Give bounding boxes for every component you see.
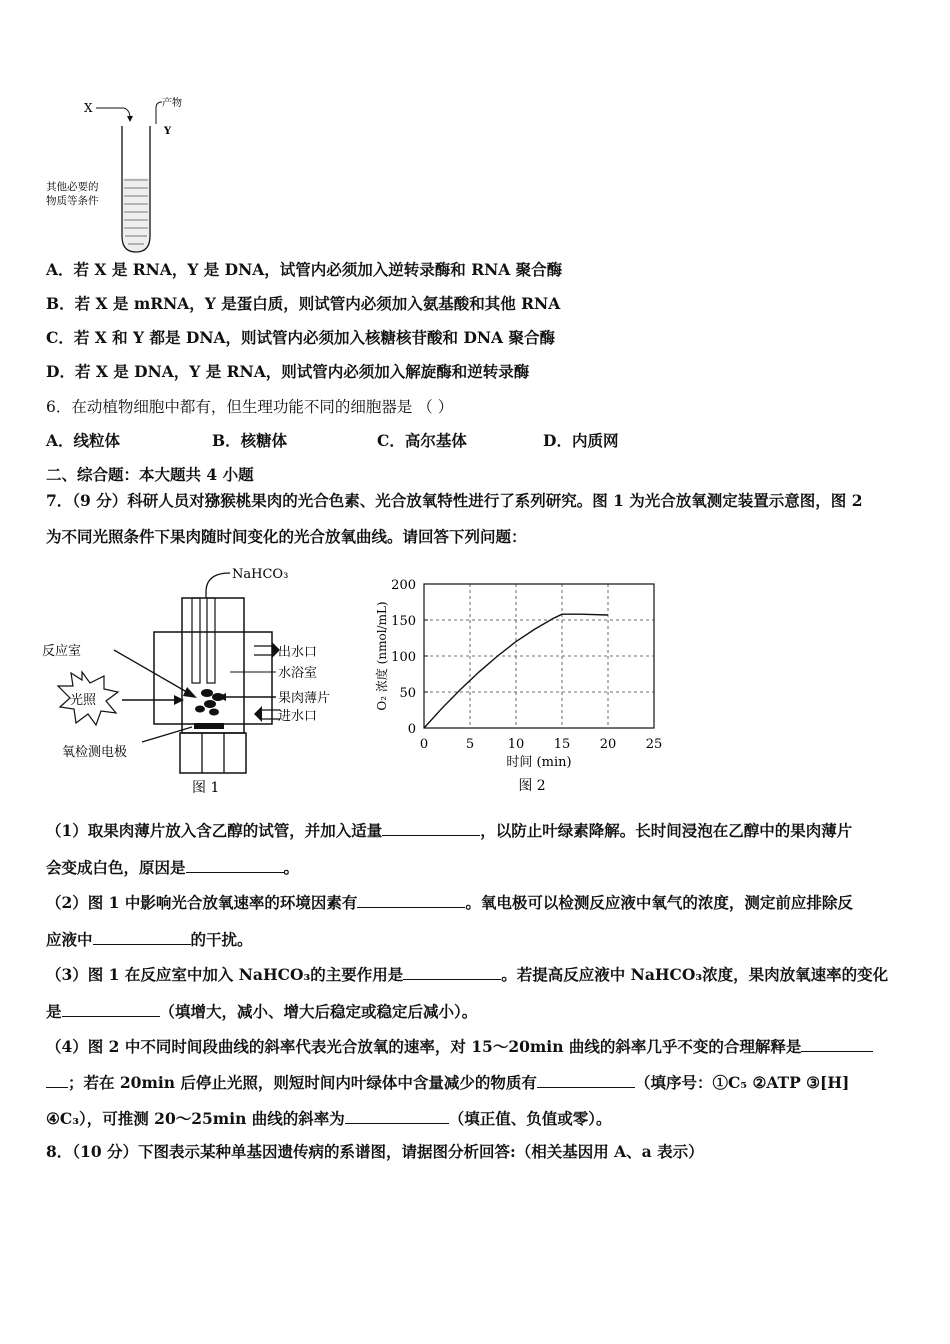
label-water-bath: 水浴室 xyxy=(278,666,318,681)
q7-part1-text-b: ，以防止叶绿素降解。长时间浸泡在乙醇中的果肉薄片 xyxy=(480,821,853,840)
q7-part3-line2 xyxy=(46,1000,477,1023)
figure-2-chart xyxy=(360,568,680,800)
y-tick-label: 150 xyxy=(391,614,416,629)
q6-stem: 6．在动植物细胞中都有，但生理功能不同的细胞器是 （ ） xyxy=(46,398,454,416)
y-tick-label: 200 xyxy=(391,578,416,593)
q7-part3-text-a: （3）图 1 在反应室中加入 NaHCO₃的主要作用是 xyxy=(46,965,404,984)
x-tick-label: 15 xyxy=(553,737,571,752)
q7-part4-text-a: （4）图 2 中不同时间段曲线的斜率代表光合放氧的速率，对 15～20min 曲线的斜率几乎不变的合理解释是 xyxy=(46,1037,802,1056)
oxygen-electrode xyxy=(194,723,224,729)
test-tube-figure xyxy=(44,96,184,256)
q6-option-b: B．核糖体 xyxy=(212,431,288,450)
q7-part2-text-c: 应液中 xyxy=(46,930,93,949)
q6-option-d: D．内质网 xyxy=(543,431,619,450)
figure-2-caption: 图 2 xyxy=(518,778,546,794)
q7-part3-text-d: （填增大，减小、增大后稳定或稳定后减小）。 xyxy=(159,1002,478,1021)
q7-part4-text-c: （填序号：①C₅ ②ATP ③[H] xyxy=(634,1073,850,1092)
q7-stem-line1: 7．（9 分）科研人员对猕猴桃果肉的光合色素、光合放氧特性进行了系列研究。图 1 为光合放氧测定装置示意图，图 2 xyxy=(46,491,863,510)
blank-9[interactable] xyxy=(345,1107,449,1124)
inlet-arrow-icon xyxy=(254,706,262,722)
section-heading: 二、综合题：本大题共 4 小题 xyxy=(46,465,254,484)
q7-part2-line2 xyxy=(46,928,253,951)
q7-part1-line2 xyxy=(46,856,299,879)
q7-part1-line1 xyxy=(46,819,852,842)
blank-5[interactable] xyxy=(403,963,501,980)
figure-1-caption: 图 1 xyxy=(192,780,220,796)
q7-part1-text-a: （1）取果肉薄片放入含乙醇的试管，并加入适量 xyxy=(46,821,383,840)
tube-conditions-line1: 其他必要的 xyxy=(46,181,99,193)
blank-8[interactable] xyxy=(537,1071,635,1088)
q7-part2-text-d: 的干扰。 xyxy=(190,930,253,949)
q7-part3-text-b: 。若提高反应液中 NaHCO₃浓度，果肉放氧速率的变化 xyxy=(501,965,889,984)
blank-2[interactable] xyxy=(186,856,284,873)
q7-part2-line1 xyxy=(46,891,853,914)
q7-part2-text-b: 。氧电极可以检测反应液中氧气的浓度，测定前应排除反 xyxy=(465,893,853,912)
x-tick-label: 0 xyxy=(419,737,429,752)
tube-liquid xyxy=(123,178,149,251)
q5-option-a: A．若 X 是 RNA，Y 是 DNA，试管内必须加入逆转录酶和 RNA 聚合酶 xyxy=(46,260,563,279)
y-axis-label: O₂ 浓度 (nmol/mL) xyxy=(375,601,389,711)
chart-grid xyxy=(424,584,654,728)
q5-option-d: D．若 X 是 DNA，Y 是 RNA，则试管内必须加入解旋酶和逆转录酶 xyxy=(46,362,530,381)
blank-1[interactable] xyxy=(382,819,480,836)
q7-part3-line1 xyxy=(46,963,888,986)
q7-part4-line3 xyxy=(46,1107,612,1130)
q7-part1-text-c: 会变成白色，原因是 xyxy=(46,858,186,877)
q5-option-b: B．若 X 是 mRNA，Y 是蛋白质，则试管内必须加入氨基酸和其他 RNA xyxy=(46,294,561,313)
q7-part4-text-e: （填正值、负值或零）。 xyxy=(448,1109,612,1128)
x-tick-label: 10 xyxy=(507,737,525,752)
label-electrode: 氧检测电极 xyxy=(62,745,128,760)
q6-option-a: A．线粒体 xyxy=(46,431,121,450)
electrode-housing xyxy=(180,733,246,773)
tube-label-product: 产物 xyxy=(162,98,182,109)
y-tick-label: 50 xyxy=(399,686,416,701)
figure-1-apparatus xyxy=(42,560,352,800)
q7-part3-text-c: 是 xyxy=(46,1002,62,1021)
label-pulp-slice: 果肉薄片 xyxy=(278,691,331,706)
label-inlet: 进水口 xyxy=(278,709,318,724)
x-axis-label: 时间 (min) xyxy=(506,755,572,770)
q7-part4-line2 xyxy=(46,1071,849,1094)
y-tick-label: 0 xyxy=(407,722,416,737)
y-tick-label: 100 xyxy=(391,650,416,665)
blank-4[interactable] xyxy=(93,928,191,945)
blank-7a[interactable] xyxy=(801,1035,873,1052)
blank-6[interactable] xyxy=(62,1000,160,1017)
q7-part1-text-d: 。 xyxy=(283,858,300,877)
q7-part2-text-a: （2）图 1 中影响光合放氧速率的环境因素有 xyxy=(46,893,358,912)
q7-stem-line2: 为不同光照条件下果肉随时间变化的光合放氧曲线。请回答下列问题： xyxy=(46,527,527,546)
q7-part4-text-b: ；若在 20min 后停止光照，则短时间内叶绿体中含量减少的物质有 xyxy=(68,1073,537,1092)
blank-7b[interactable] xyxy=(46,1071,68,1088)
q7-part4-text-d: ④C₃），可推测 20～25min 曲线的斜率为 xyxy=(46,1109,345,1128)
q7-part4-line1 xyxy=(46,1035,873,1058)
label-reaction-chamber: 反应室 xyxy=(42,644,82,659)
x-tick-label: 5 xyxy=(465,737,475,752)
q6-option-c: C．高尔基体 xyxy=(377,431,467,450)
label-outlet: 出水口 xyxy=(278,645,318,660)
label-nahco3: NaHCO₃ xyxy=(232,567,289,582)
input-arrow-head-icon xyxy=(127,116,133,122)
x-tick-label: 20 xyxy=(599,737,617,752)
tube-label-x: X xyxy=(84,101,93,115)
tube-conditions-line2: 物质等条件 xyxy=(46,195,99,207)
blank-3[interactable] xyxy=(357,891,465,908)
label-light: 光照 xyxy=(70,693,97,708)
q8-stem: 8．（10 分）下图表示某种单基因遗传病的系谱图，请据图分析回答:（相关基因用 A、a 表示） xyxy=(46,1142,704,1161)
x-tick-label: 25 xyxy=(645,737,663,752)
q5-option-c: C．若 X 和 Y 都是 DNA，则试管内必须加入核糖核苷酸和 DNA 聚合酶 xyxy=(46,328,555,347)
tube-label-y: Y xyxy=(164,126,172,137)
